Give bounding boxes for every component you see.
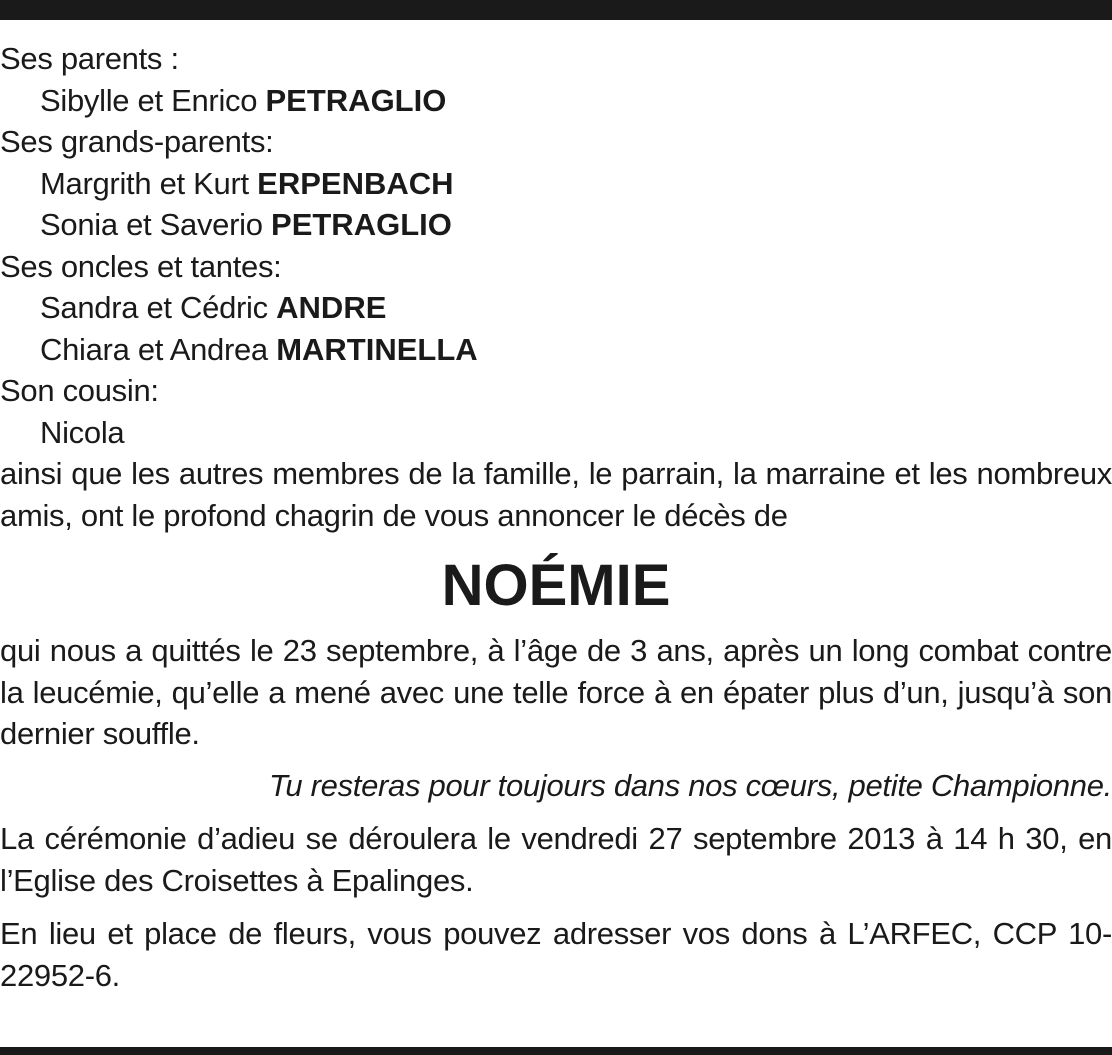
donations-paragraph: En lieu et place de fleurs, vous pouvez adresser vos dons à L’ARFEC, CCP 10-22952-6. [0, 916, 1112, 993]
grandparents-heading: Ses grands-parents: [0, 124, 274, 159]
grandparents-surname: PETRAGLIO [271, 207, 452, 242]
details-paragraph: qui nous a quittés le 23 septembre, à l’âge de 3 ans, après un long combat contre la leucémie, qu’elle a mené avec une telle force à en épater plus d’un, jusqu’à son dernier souffle. [0, 633, 1112, 751]
parents-given-names: Sibylle et Enrico [40, 82, 258, 118]
grandparents-given-names: Margrith et Kurt [40, 165, 249, 201]
uncles-given-names: Sandra et Cédric [40, 290, 268, 325]
top-rule [0, 0, 1112, 20]
grandparents-entry [0, 204, 1112, 246]
death-notice [0, 38, 1112, 996]
bottom-rule [0, 1047, 1112, 1055]
motto-line: Tu resteras pour toujours dans nos cœurs, petite Championne. [269, 767, 1112, 803]
ceremony-paragraph: La cérémonie d’adieu se déroulera le vendredi 27 septembre 2013 à 14 h 30, en l’Eglise des Croisettes à Epalinges. [0, 821, 1112, 898]
uncles-given-names: Chiara et Andrea [40, 331, 268, 367]
announcement-paragraph: ainsi que les autres membres de la famille, le parrain, la marraine et les nombreux amis, ont le profond chagrin de vous annoncer le décès de [0, 456, 1112, 533]
parents-heading: Ses parents : [0, 41, 179, 76]
cousin-heading: Son cousin: [0, 373, 159, 408]
grandparents-given-names: Sonia et Saverio [40, 207, 263, 242]
parents-surname: PETRAGLIO [265, 82, 447, 118]
uncles-heading: Ses oncles et tantes: [0, 248, 282, 284]
uncles-entry [0, 287, 1112, 329]
uncles-surname: ANDRE [276, 290, 387, 325]
grandparents-surname: ERPENBACH [257, 165, 454, 201]
deceased-name: NOÉMIE [441, 553, 671, 618]
uncles-entry [0, 329, 1112, 371]
parents-entry [0, 80, 1112, 122]
grandparents-entry [0, 163, 1112, 205]
uncles-surname: MARTINELLA [276, 331, 478, 367]
cousin-entry: Nicola [40, 414, 125, 450]
